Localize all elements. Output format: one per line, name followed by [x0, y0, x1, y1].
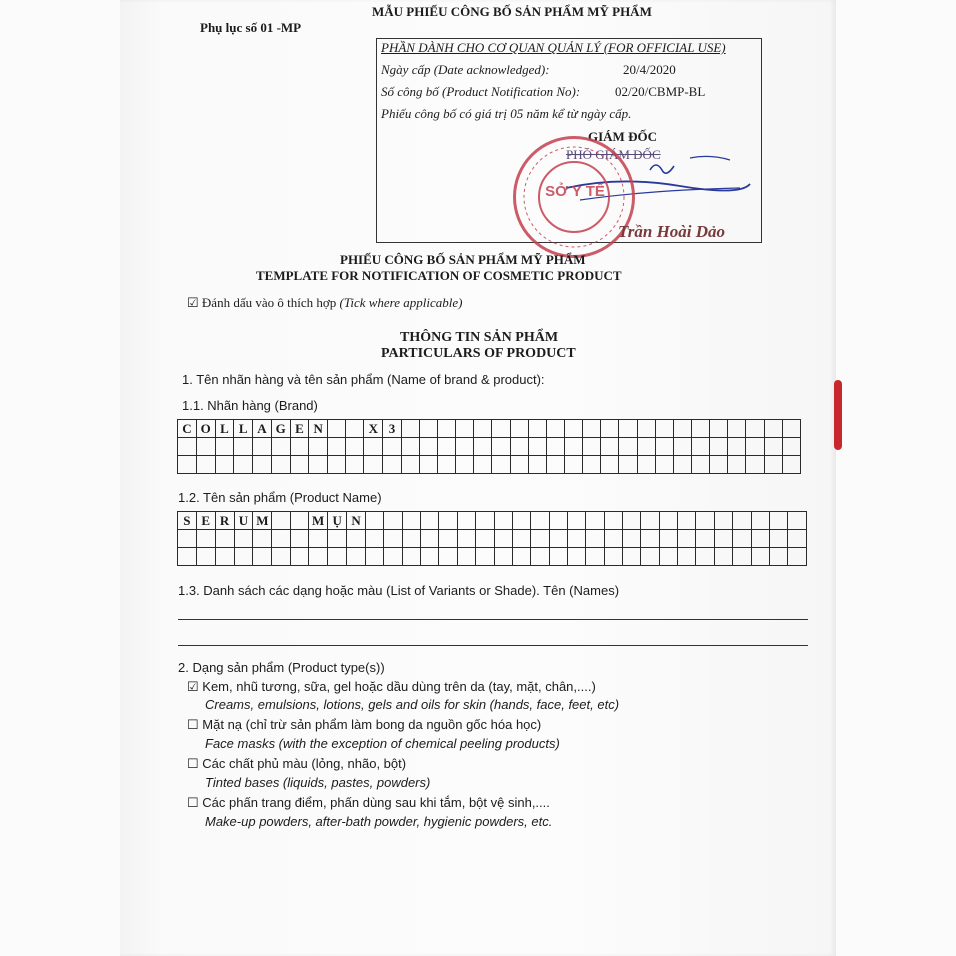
grid-cell[interactable] — [272, 548, 290, 566]
section-title-vi: THÔNG TIN SẢN PHẨM — [400, 330, 559, 345]
grid-cell[interactable] — [531, 548, 549, 566]
grid-cell[interactable] — [512, 530, 530, 548]
grid-cell[interactable] — [309, 548, 328, 566]
grid-cell[interactable]: 3 — [383, 420, 402, 438]
grid-cell[interactable] — [714, 530, 732, 548]
grid-cell[interactable] — [290, 512, 308, 530]
grid-cell[interactable] — [346, 438, 364, 456]
grid-cell[interactable]: M — [253, 512, 272, 530]
grid-cell[interactable] — [746, 438, 764, 456]
grid-cell[interactable] — [234, 438, 253, 456]
option-tinted-bases[interactable] — [187, 756, 406, 772]
grid-cell[interactable] — [457, 512, 475, 530]
grid-cell[interactable] — [215, 438, 234, 456]
question-2-label: 2. Dạng sản phẩm (Product type(s)) — [178, 660, 385, 675]
grid-cell[interactable] — [641, 512, 659, 530]
grid-cell[interactable] — [272, 512, 290, 530]
grid-cell[interactable] — [678, 548, 696, 566]
grid-cell[interactable] — [402, 548, 420, 566]
grid-cell[interactable] — [710, 438, 728, 456]
signatory-name: Trần Hoài Dảo — [618, 222, 726, 241]
validity-note: Phiếu công bố có giá trị 05 năm kể từ ngày cấp. — [381, 106, 632, 121]
grid-cell[interactable] — [215, 456, 234, 474]
grid-cell[interactable] — [419, 420, 437, 438]
grid-cell[interactable] — [234, 548, 253, 566]
grid-cell[interactable] — [601, 420, 619, 438]
brand-grid-row-2 — [178, 438, 801, 456]
product-name-grid[interactable] — [177, 511, 807, 566]
grid-cell[interactable] — [728, 456, 746, 474]
grid-cell[interactable] — [196, 530, 215, 548]
grid-cell[interactable] — [272, 530, 290, 548]
grid-cell[interactable]: X — [364, 420, 383, 438]
grid-cell[interactable] — [788, 530, 807, 548]
grid-cell[interactable] — [402, 530, 420, 548]
grid-cell[interactable]: A — [253, 420, 272, 438]
grid-cell[interactable] — [546, 420, 564, 438]
grid-cell[interactable] — [782, 456, 800, 474]
notification-number-value: 02/20/CBMP-BL — [615, 84, 706, 99]
grid-cell[interactable] — [751, 548, 769, 566]
grid-cell[interactable] — [641, 548, 659, 566]
grid-cell[interactable] — [476, 530, 494, 548]
grid-cell[interactable] — [782, 420, 800, 438]
grid-cell[interactable] — [769, 512, 787, 530]
grid-cell[interactable] — [421, 512, 439, 530]
grid-cell[interactable] — [328, 456, 346, 474]
grid-cell[interactable] — [728, 420, 746, 438]
notification-number-label: Số công bố (Product Notification No): — [381, 84, 581, 99]
grid-cell[interactable]: U — [234, 512, 253, 530]
grid-cell[interactable] — [764, 420, 782, 438]
product-grid-row-1 — [178, 512, 807, 530]
grid-cell[interactable] — [215, 548, 234, 566]
grid-cell[interactable] — [421, 548, 439, 566]
grid-cell[interactable] — [253, 438, 272, 456]
grid-cell[interactable] — [549, 548, 567, 566]
option-creams[interactable] — [187, 679, 596, 695]
grid-cell[interactable] — [439, 548, 457, 566]
grid-cell[interactable]: M — [309, 512, 328, 530]
template-title-vi: PHIẾU CÔNG BỐ SẢN PHẨM MỸ PHẨM — [340, 252, 586, 267]
grid-cell[interactable] — [347, 530, 366, 548]
brand-label: 1.1. Nhãn hàng (Brand) — [182, 398, 318, 413]
grid-cell[interactable] — [751, 512, 769, 530]
grid-cell[interactable] — [234, 456, 253, 474]
grid-cell[interactable] — [746, 420, 764, 438]
section-title-en: PARTICULARS OF PRODUCT — [381, 346, 576, 361]
grid-cell[interactable] — [769, 530, 787, 548]
grid-cell[interactable] — [402, 512, 420, 530]
grid-cell[interactable] — [510, 438, 528, 456]
grid-cell[interactable] — [383, 438, 402, 456]
grid-cell[interactable] — [678, 530, 696, 548]
grid-cell[interactable] — [309, 530, 328, 548]
grid-cell[interactable] — [619, 438, 637, 456]
grid-cell[interactable] — [696, 512, 714, 530]
grid-cell[interactable] — [178, 548, 197, 566]
grid-cell[interactable] — [637, 438, 655, 456]
grid-cell[interactable] — [364, 438, 383, 456]
grid-cell[interactable] — [691, 456, 709, 474]
variants-label: 1.3. Danh sách các dạng hoặc màu (List of Variants or Shade). Tên (Names) — [178, 583, 620, 598]
grid-cell[interactable] — [531, 530, 549, 548]
grid-cell[interactable] — [494, 530, 512, 548]
grid-cell[interactable] — [309, 438, 328, 456]
grid-cell[interactable] — [346, 420, 364, 438]
grid-cell[interactable]: S — [178, 512, 197, 530]
grid-cell[interactable] — [586, 530, 604, 548]
template-title-en: TEMPLATE FOR NOTIFICATION OF COSMETIC PRODUCT — [256, 268, 622, 283]
grid-cell[interactable]: G — [271, 420, 290, 438]
grid-cell[interactable] — [691, 438, 709, 456]
form-title: MẪU PHIẾU CÔNG BỐ SẢN PHẨM MỸ PHẨM — [372, 4, 652, 19]
grid-cell[interactable] — [494, 512, 512, 530]
grid-cell[interactable] — [383, 456, 402, 474]
grid-cell[interactable] — [601, 456, 619, 474]
brand-grid[interactable] — [177, 419, 801, 474]
grid-cell[interactable] — [673, 420, 691, 438]
grid-cell[interactable] — [476, 512, 494, 530]
grid-cell[interactable] — [457, 530, 475, 548]
grid-cell[interactable] — [290, 438, 309, 456]
background-right — [836, 0, 956, 956]
option-face-masks-vi: Mặt nạ (chỉ trừ sản phẩm làm bong da nguồn gốc hóa học) — [202, 717, 542, 732]
grid-cell[interactable] — [637, 420, 655, 438]
grid-cell[interactable] — [528, 420, 546, 438]
grid-cell[interactable] — [567, 548, 585, 566]
grid-cell[interactable] — [474, 420, 492, 438]
grid-cell[interactable] — [586, 548, 604, 566]
question-1-label: 1. Tên nhãn hàng và tên sản phẩm (Name of brand & product): — [182, 372, 545, 387]
date-value: 20/4/2020 — [623, 62, 676, 77]
grid-cell[interactable] — [673, 456, 691, 474]
grid-cell[interactable] — [769, 548, 787, 566]
grid-cell[interactable] — [419, 456, 437, 474]
variants-line-2[interactable] — [178, 645, 808, 646]
grid-cell[interactable] — [604, 512, 622, 530]
grid-cell[interactable]: C — [178, 420, 197, 438]
grid-cell[interactable] — [696, 530, 714, 548]
grid-cell[interactable] — [328, 420, 346, 438]
grid-cell[interactable] — [271, 438, 290, 456]
grid-cell[interactable] — [492, 438, 510, 456]
grid-cell[interactable] — [234, 530, 253, 548]
grid-cell[interactable] — [728, 438, 746, 456]
grid-cell[interactable] — [655, 456, 673, 474]
grid-cell[interactable] — [419, 438, 437, 456]
grid-cell[interactable]: N — [309, 420, 328, 438]
grid-cell[interactable] — [328, 548, 347, 566]
grid-cell[interactable] — [623, 530, 641, 548]
option-tinted-bases-vi: Các chất phủ màu (lỏng, nhão, bột) — [202, 756, 407, 771]
grid-cell[interactable] — [764, 456, 782, 474]
grid-cell[interactable] — [782, 438, 800, 456]
grid-cell[interactable] — [751, 530, 769, 548]
grid-cell[interactable] — [604, 530, 622, 548]
seal-text: SỞ Y TẾ — [545, 183, 605, 200]
option-creams-vi: Kem, nhũ tương, sữa, gel hoặc dầu dùng trên da (tay, mặt, chân,....) — [202, 679, 596, 694]
grid-cell[interactable] — [178, 530, 197, 548]
grid-cell[interactable] — [456, 420, 474, 438]
grid-cell[interactable] — [604, 548, 622, 566]
grid-cell[interactable]: N — [347, 512, 366, 530]
grid-cell[interactable] — [178, 438, 197, 456]
grid-cell[interactable] — [623, 548, 641, 566]
product-grid-row-3 — [178, 548, 807, 566]
grid-cell[interactable] — [290, 456, 309, 474]
date-label: Ngày cấp (Date acknowledged): — [381, 62, 550, 77]
grid-cell[interactable]: Ụ — [328, 512, 347, 530]
grid-cell[interactable] — [384, 530, 402, 548]
grid-cell[interactable] — [788, 512, 807, 530]
grid-cell[interactable] — [733, 548, 751, 566]
grid-cell[interactable] — [601, 438, 619, 456]
checkbox-icon[interactable]: ☐ — [187, 795, 199, 810]
tick-note-en: (Tick where applicable) — [339, 295, 463, 310]
grid-cell[interactable] — [347, 548, 366, 566]
grid-cell[interactable] — [346, 456, 364, 474]
grid-cell[interactable] — [659, 512, 677, 530]
grid-cell[interactable] — [510, 456, 528, 474]
checked-box-icon: ☑ — [187, 295, 199, 310]
grid-cell[interactable] — [565, 420, 583, 438]
grid-cell[interactable] — [714, 512, 732, 530]
grid-cell[interactable] — [384, 512, 402, 530]
appendix-label: Phụ lục số 01 -MP — [200, 20, 302, 35]
grid-cell[interactable] — [678, 512, 696, 530]
option-tinted-bases-en: Tinted bases (liquids, pastes, powders) — [205, 775, 431, 790]
option-creams-en: Creams, emulsions, lotions, gels and oils for skin (hands, face, feet, etc) — [205, 697, 620, 712]
tick-instruction — [187, 295, 462, 311]
grid-cell[interactable] — [290, 548, 308, 566]
grid-cell[interactable] — [583, 456, 601, 474]
grid-cell[interactable] — [619, 456, 637, 474]
grid-cell[interactable]: R — [215, 512, 234, 530]
grid-cell[interactable] — [659, 548, 677, 566]
grid-cell[interactable] — [401, 438, 419, 456]
grid-cell[interactable] — [691, 420, 709, 438]
brand-grid-row-3 — [178, 456, 801, 474]
grid-cell[interactable] — [710, 456, 728, 474]
variants-line-1[interactable] — [178, 619, 808, 620]
red-folder-edge — [834, 380, 842, 450]
grid-cell[interactable] — [567, 530, 585, 548]
grid-cell[interactable] — [565, 456, 583, 474]
grid-cell[interactable]: L — [234, 420, 253, 438]
grid-cell[interactable] — [456, 438, 474, 456]
grid-cell[interactable] — [438, 438, 456, 456]
deputy-director-title: PHÓ GIÁM ĐỐC — [566, 147, 661, 162]
grid-cell[interactable] — [710, 420, 728, 438]
checkbox-icon[interactable]: ☐ — [187, 717, 199, 732]
grid-cell[interactable] — [421, 530, 439, 548]
grid-cell[interactable] — [528, 456, 546, 474]
option-makeup-powders-vi: Các phấn trang điểm, phấn dùng sau khi tắm, bột vệ sinh,.... — [202, 795, 550, 810]
grid-cell[interactable] — [438, 420, 456, 438]
grid-cell[interactable] — [401, 420, 419, 438]
grid-cell[interactable] — [384, 548, 402, 566]
grid-cell[interactable] — [673, 438, 691, 456]
option-makeup-powders-en: Make-up powders, after-bath powder, hygienic powders, etc. — [205, 814, 553, 829]
grid-cell[interactable]: L — [215, 420, 234, 438]
grid-cell[interactable] — [439, 512, 457, 530]
grid-cell[interactable] — [178, 456, 197, 474]
grid-cell[interactable] — [788, 548, 807, 566]
grid-cell[interactable] — [546, 438, 564, 456]
grid-cell[interactable] — [215, 530, 234, 548]
grid-cell[interactable] — [764, 438, 782, 456]
grid-cell[interactable]: O — [196, 420, 215, 438]
product-name-label: 1.2. Tên sản phẩm (Product Name) — [178, 490, 382, 505]
grid-cell[interactable] — [474, 456, 492, 474]
grid-cell[interactable] — [271, 456, 290, 474]
grid-cell[interactable] — [696, 548, 714, 566]
grid-cell[interactable] — [549, 530, 567, 548]
grid-cell[interactable] — [476, 548, 494, 566]
grid-cell[interactable] — [623, 512, 641, 530]
grid-cell[interactable] — [655, 420, 673, 438]
option-face-masks[interactable] — [187, 717, 541, 733]
grid-cell[interactable] — [565, 438, 583, 456]
grid-cell[interactable]: E — [196, 512, 215, 530]
grid-cell[interactable] — [196, 548, 215, 566]
grid-cell[interactable] — [438, 456, 456, 474]
grid-cell[interactable] — [253, 530, 272, 548]
grid-cell[interactable] — [641, 530, 659, 548]
grid-cell[interactable] — [401, 456, 419, 474]
grid-cell[interactable] — [733, 512, 751, 530]
tick-note-vi: Đánh dấu vào ô thích hợp — [201, 295, 337, 310]
grid-cell[interactable] — [655, 438, 673, 456]
grid-cell[interactable] — [528, 438, 546, 456]
grid-cell[interactable] — [619, 420, 637, 438]
official-seal — [513, 136, 635, 258]
grid-cell[interactable] — [714, 548, 732, 566]
grid-cell[interactable] — [494, 548, 512, 566]
grid-cell[interactable] — [659, 530, 677, 548]
brand-grid-row-1 — [178, 420, 801, 438]
grid-cell[interactable] — [364, 456, 383, 474]
grid-cell[interactable] — [567, 512, 585, 530]
grid-cell[interactable] — [583, 420, 601, 438]
grid-cell[interactable] — [512, 548, 530, 566]
grid-cell[interactable] — [549, 512, 567, 530]
grid-cell[interactable] — [637, 456, 655, 474]
director-title: GIÁM ĐỐC — [588, 129, 657, 144]
grid-cell[interactable] — [253, 548, 272, 566]
product-grid-row-2 — [178, 530, 807, 548]
option-makeup-powders[interactable] — [187, 795, 550, 811]
grid-cell[interactable] — [512, 512, 530, 530]
grid-cell[interactable] — [733, 530, 751, 548]
grid-cell[interactable] — [586, 512, 604, 530]
grid-cell[interactable] — [510, 420, 528, 438]
background-left — [0, 0, 120, 956]
grid-cell[interactable] — [474, 438, 492, 456]
grid-cell[interactable] — [309, 456, 328, 474]
grid-cell[interactable] — [746, 456, 764, 474]
grid-cell[interactable]: E — [290, 420, 309, 438]
grid-cell[interactable] — [365, 530, 383, 548]
grid-cell[interactable] — [290, 530, 308, 548]
grid-cell[interactable] — [457, 548, 475, 566]
checkbox-icon[interactable]: ☐ — [187, 756, 199, 771]
grid-cell[interactable] — [439, 530, 457, 548]
checked-box-icon[interactable]: ☑ — [187, 679, 199, 694]
grid-cell[interactable] — [583, 438, 601, 456]
grid-cell[interactable] — [456, 456, 474, 474]
grid-cell[interactable] — [253, 456, 272, 474]
grid-cell[interactable] — [492, 420, 510, 438]
grid-cell[interactable] — [492, 456, 510, 474]
grid-cell[interactable] — [365, 512, 383, 530]
grid-cell[interactable] — [328, 438, 346, 456]
grid-cell[interactable] — [328, 530, 347, 548]
grid-cell[interactable] — [196, 438, 215, 456]
grid-cell[interactable] — [196, 456, 215, 474]
grid-cell[interactable] — [546, 456, 564, 474]
grid-cell[interactable] — [365, 548, 383, 566]
grid-cell[interactable] — [531, 512, 549, 530]
option-face-masks-en: Face masks (with the exception of chemical peeling products) — [205, 736, 560, 751]
official-title: PHẦN DÀNH CHO CƠ QUAN QUẢN LÝ (FOR OFFICIAL USE) — [381, 40, 726, 55]
